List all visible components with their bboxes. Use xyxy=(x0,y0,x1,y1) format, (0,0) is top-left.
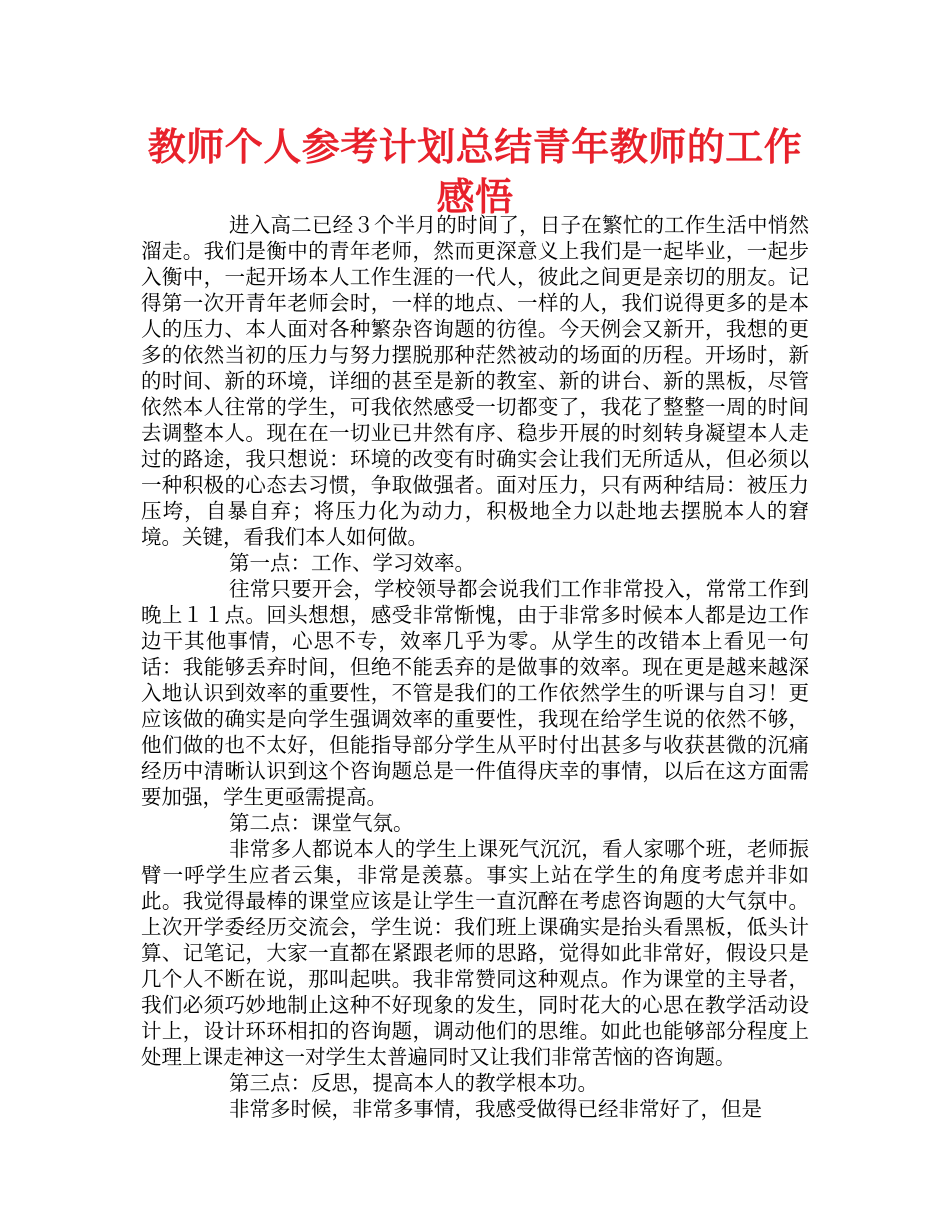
section-heading-1: 第一点：工作、学习效率。 xyxy=(229,551,475,575)
paragraph-efficiency: 往常只要开会，学校领导都会说我们工作非常投入，常常工作到晚上１１点。回头想想，感受非常惭愧，由于非常多时候本人都是边工作边干其他事情，心思不专，效率几乎为零。从学生的改错本上看见一句话：我能够丢弃时间，但绝不能丢弃的是做事的效率。现在更是越来越深入地认识到效率的重要性，不管是我们的工作依然学生的听课与自习！更应该做的确实是向学生强调效率的重要性，我现在给学生说的依然不够，他们做的也不太好，但能指导部分学生从平时付出甚多与收获甚微的沉痛经历中清晰认识到这个咨询题总是一件值得庆幸的事情，以后在这方面需要加强，学生更亟需提高。 xyxy=(141,577,809,809)
section-heading-3: 第三点：反思，提高本人的教学根本功。 xyxy=(229,1071,598,1095)
paragraph-intro: 进入高二已经３个半月的时间了，日子在繁忙的工作生活中悄然溜走。我们是衡中的青年老师，然而更深意义上我们是一起毕业，一起步入衡中，一起开场本人工作生涯的一代人，彼此之间更是亲切的朋友。记得第一次开青年老师会时，一样的地点、一样的人，我们说得更多的是本人的压力、本人面对各种繁杂咨询题的彷徨。今天例会又新开，我想的更多的依然当初的压力与努力摆脱那种茫然被动的场面的历程。开场时，新的时间、新的环境，详细的甚至是新的教室、新的讲台、新的黑板，尽管依然本人往常的学生，可我依然感受一切都变了，我花了整整一周的时间去调整本人。现在在一切业已井然有序、稳步开展的时刻转身凝望本人走过的路途，我只想说：环境的改变有时确实会让我们无所适从，但必须以一种积极的心态去习惯，争取做强者。面对压力，只有两种结局：被压力压垮，自暴自弃；将压力化为动力，积极地全力以赴地去摆脱本人的窘境。关键，看我们本人如何做。 xyxy=(141,213,809,549)
paragraph-classroom: 非常多人都说本人的学生上课死气沉沉，看人家哪个班，老师振臂一呼学生应者云集，非常是羡慕。事实上站在学生的角度考虑并非如此。我觉得最棒的课堂应该是让学生一直沉醉在考虑咨询题的大气氛中。上次开学委经历交流会，学生说：我们班上课确实是抬头看黑板，低头计算、记笔记，大家一直都在紧跟老师的思路，觉得如此非常好，假设只是几个人不断在说，那叫起哄。我非常赞同这种观点。作为课堂的主导者，我们必须巧妙地制止这种不好现象的发生，同时花大的心思在教学活动设计上，设计环环相扣的咨询题，调动他们的思维。如此也能够部分程度上处理上课走神这一对学生太普遍同时又让我们非常苦恼的咨询题。 xyxy=(141,837,809,1069)
paragraph-reflection: 非常多时候，非常多事情，我感受做得已经非常好了，但是 xyxy=(229,1097,762,1121)
section-heading-2: 第二点：课堂气氛。 xyxy=(229,811,414,835)
document-body xyxy=(141,212,809,1122)
document-title: 教师个人参考计划总结青年教师的工作感悟 xyxy=(147,125,803,219)
